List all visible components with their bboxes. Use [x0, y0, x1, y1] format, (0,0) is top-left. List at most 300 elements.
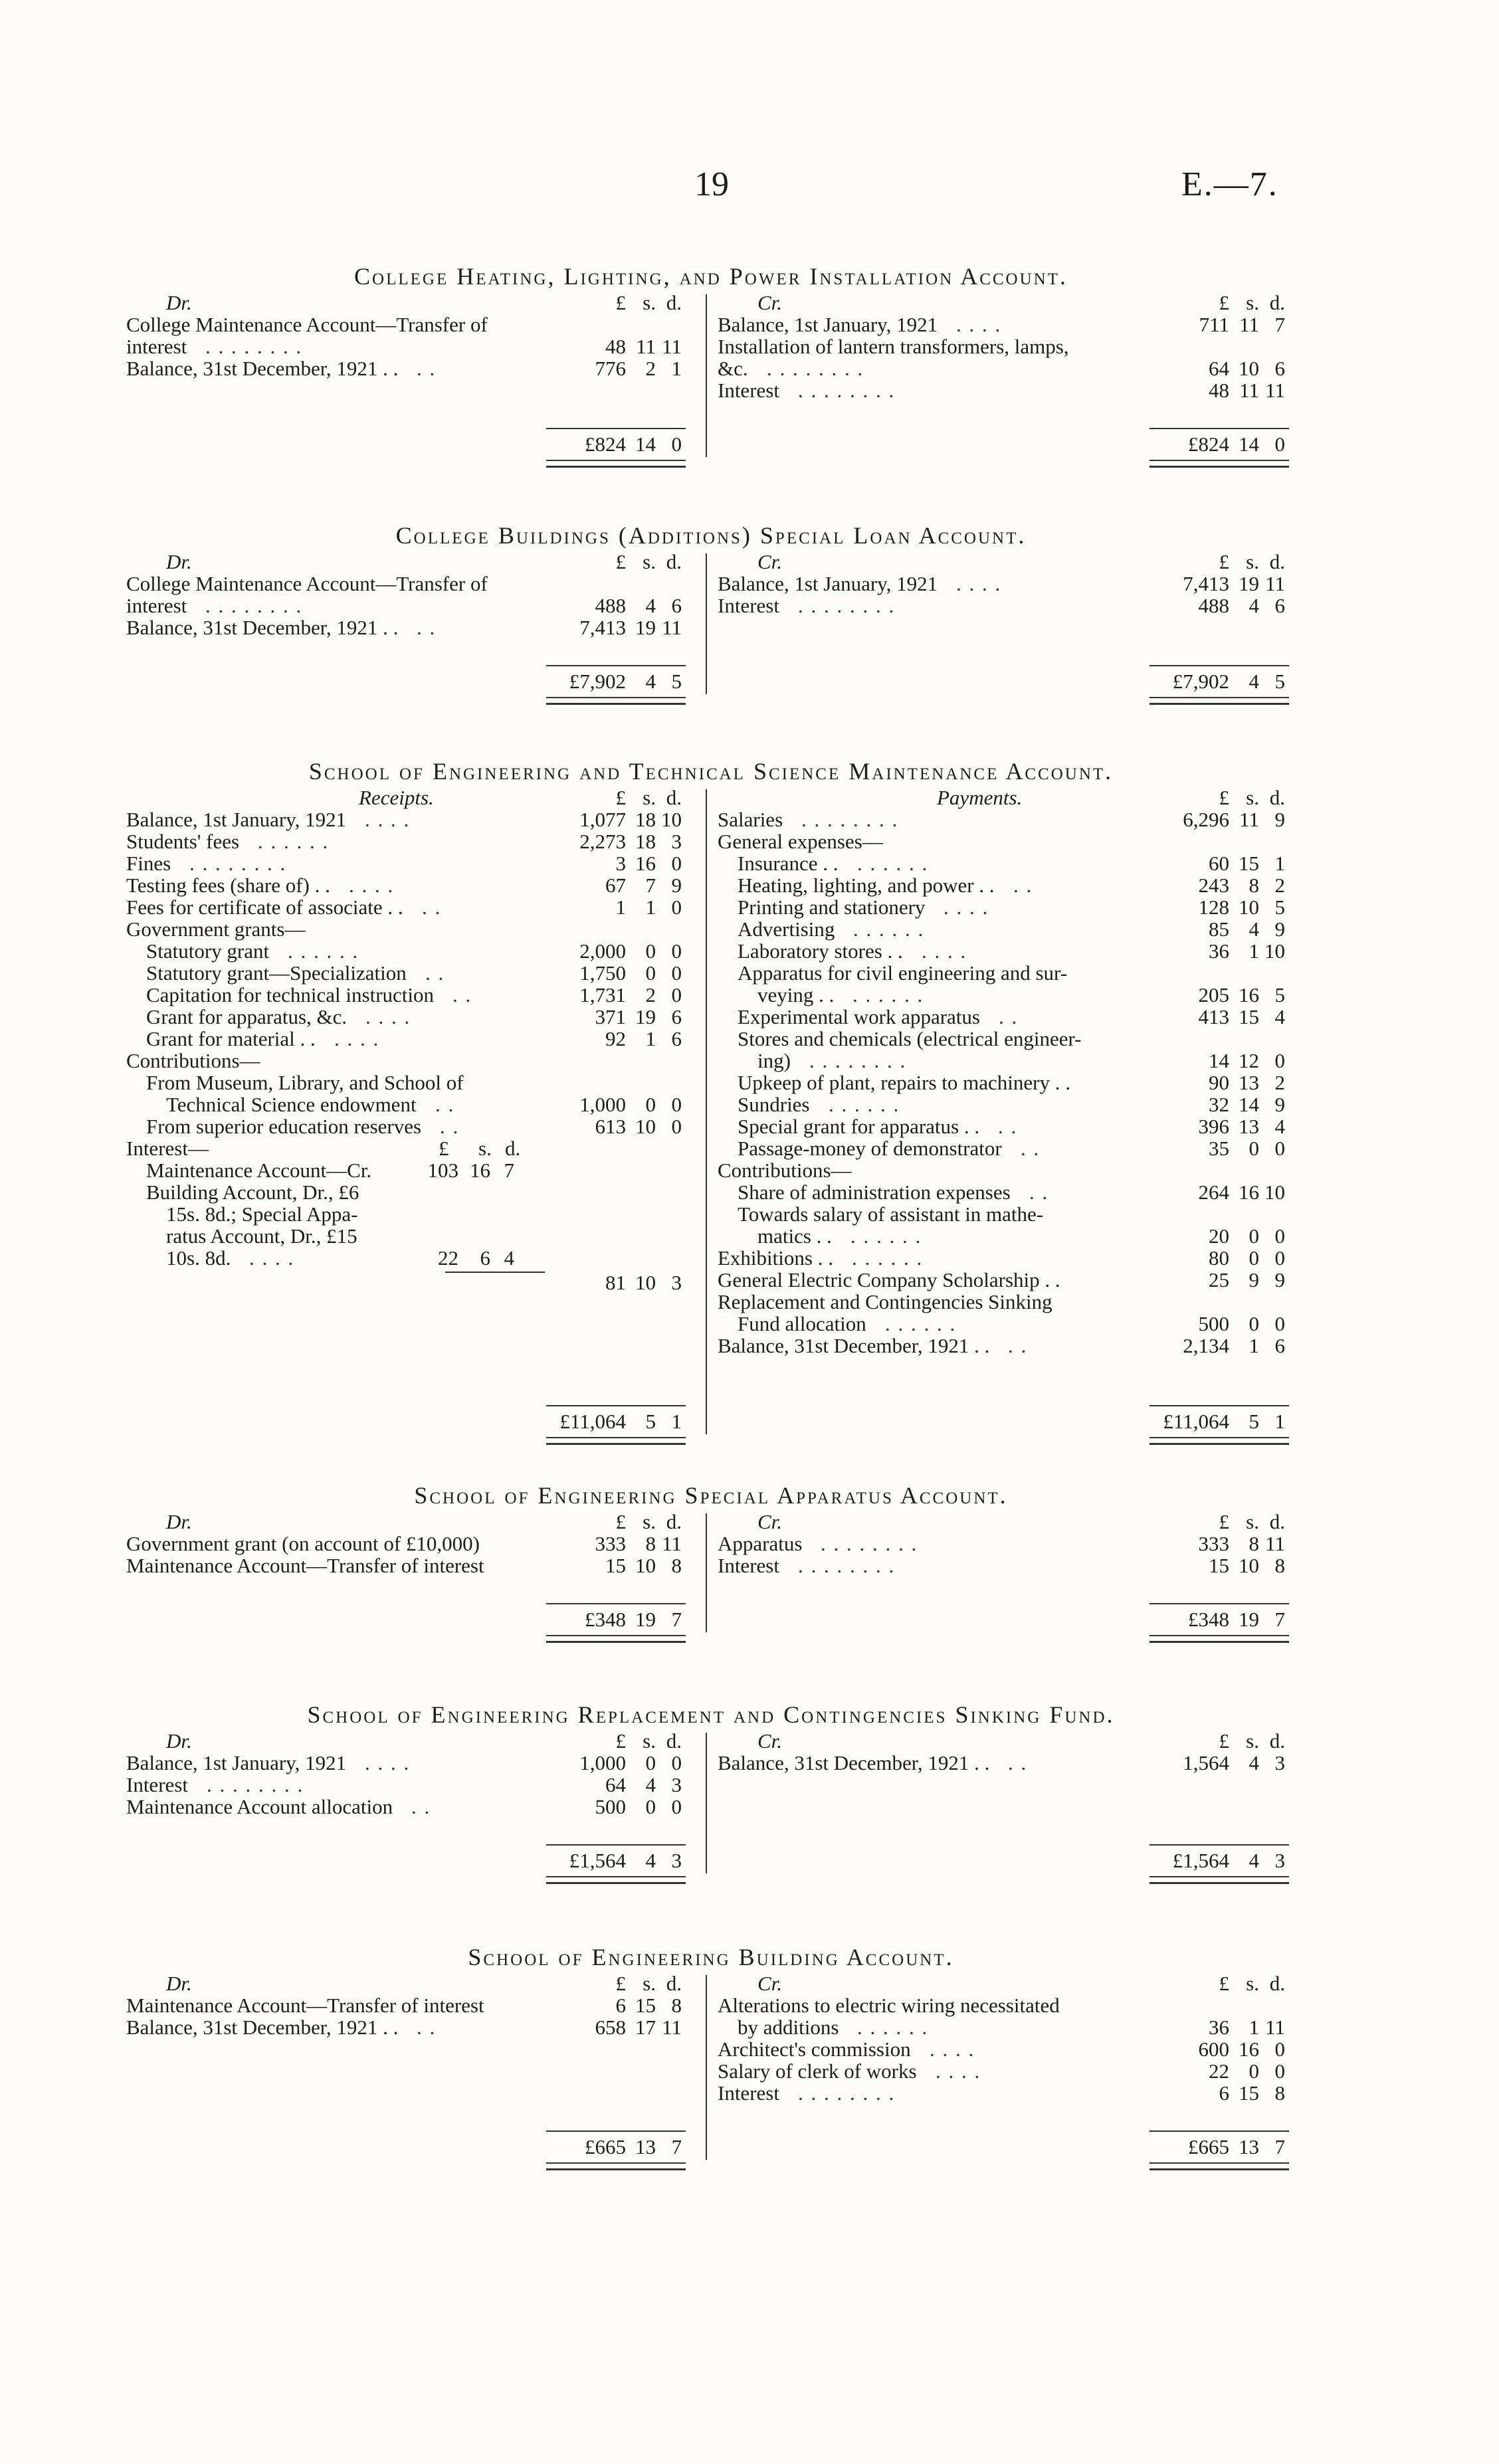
- pence: 0: [1274, 1049, 1285, 1072]
- total-pounds: £7,902: [569, 670, 626, 693]
- row-label: Printing and stationery: [738, 896, 926, 919]
- pence-sign: d.: [666, 291, 682, 314]
- row-label: Statutory grant: [146, 939, 270, 963]
- pence: 8: [671, 1554, 682, 1577]
- pence-sign: d.: [505, 1137, 521, 1160]
- double-rule: [1149, 1437, 1289, 1445]
- ledger-row: [126, 918, 694, 940]
- total-pounds: £348: [585, 1608, 626, 1631]
- pence: 8: [671, 1994, 682, 2017]
- leader-dots: . . . .: [365, 808, 411, 830]
- pounds: 2,000: [579, 939, 626, 963]
- shillings: 13: [1239, 1071, 1259, 1094]
- pence: 9: [1274, 808, 1285, 831]
- ledger-row: [718, 2038, 1296, 2060]
- row-label: Stores and chemicals (electrical engineer-: [738, 1027, 1082, 1050]
- shillings: 9: [1249, 1268, 1259, 1291]
- pounds: 776: [595, 357, 626, 380]
- pence: 10: [1264, 939, 1285, 963]
- ledger-row: [126, 2016, 694, 2038]
- shillings: 0: [1249, 2059, 1259, 2083]
- pounds: 15: [605, 1554, 626, 1577]
- leader-dots: . . . .: [936, 2060, 981, 2082]
- pence: 5: [1274, 896, 1285, 919]
- account-columns: [126, 1730, 1296, 1871]
- shillings: 17: [635, 2016, 656, 2039]
- shillings: 10: [1239, 1554, 1259, 1577]
- shillings: 15: [1239, 1005, 1259, 1028]
- column-header: [718, 551, 1296, 573]
- pence: 11: [1265, 2016, 1285, 2039]
- shillings: 0: [1249, 1137, 1259, 1160]
- pence-sign: d.: [1269, 1729, 1285, 1753]
- debit-total: [126, 1608, 694, 1638]
- ledger-row: [126, 1533, 694, 1555]
- shillings: 16: [1239, 1181, 1259, 1204]
- debit-total: [126, 433, 694, 462]
- pounds: 7,413: [579, 616, 626, 639]
- total-pence: 7: [671, 1608, 682, 1631]
- account-columns: [126, 551, 1296, 692]
- row-label: Students' fees: [126, 830, 240, 853]
- total-pounds: £665: [1188, 2135, 1229, 2158]
- pounds: 103: [427, 1159, 458, 1182]
- pence-sign: d.: [666, 786, 682, 809]
- row-label: General Electric Company Scholarship . .: [718, 1268, 1060, 1291]
- row-label: Advertising: [738, 917, 835, 941]
- ledger-row: [126, 1752, 694, 1774]
- pounds: 6,296: [1183, 808, 1229, 831]
- column-header: [718, 787, 1296, 808]
- leader-dots: . . . . . . . .: [189, 852, 287, 874]
- pence: 0: [1274, 2038, 1285, 2061]
- leader-dots: . . . . . . . .: [207, 1774, 304, 1796]
- total-pence: 5: [1274, 670, 1285, 693]
- shillings: 4: [645, 594, 656, 617]
- pence: 1: [1274, 852, 1285, 875]
- row-label: Alterations to electric wiring necessitated: [718, 1994, 1060, 2017]
- pounds: 80: [1209, 1246, 1229, 1270]
- pounds: 3: [615, 852, 626, 875]
- shillings: 15: [635, 1994, 656, 2017]
- pounds: 32: [1209, 1093, 1229, 1116]
- pounds: 413: [1198, 1005, 1229, 1028]
- pence-sign: d.: [666, 1510, 682, 1533]
- row-label: Fund allocation: [738, 1312, 866, 1335]
- total-shillings: 4: [1249, 670, 1259, 693]
- total-rule: [1149, 1603, 1289, 1604]
- pounds: 35: [1209, 1137, 1229, 1160]
- page-number: 19: [694, 165, 729, 203]
- column-divider: [706, 1733, 707, 1873]
- shillings: 16: [1239, 983, 1259, 1006]
- pound-sign: £: [1219, 786, 1229, 809]
- total-shillings: 5: [1249, 1410, 1259, 1433]
- leader-dots: . .: [452, 984, 472, 1006]
- account-engineering-building: [126, 1946, 1296, 2157]
- pence-sign: d.: [666, 1729, 682, 1753]
- double-rule: [546, 2162, 686, 2170]
- pence-sign: d.: [666, 550, 682, 573]
- pence: 3: [671, 1271, 682, 1294]
- leader-dots: . . . . . .: [850, 1225, 922, 1247]
- shilling-sign: s.: [643, 1972, 656, 1995]
- ledger-row: [126, 984, 694, 1006]
- pounds: 488: [595, 594, 626, 617]
- credit-label: Cr.: [757, 1972, 783, 1995]
- double-rule: [546, 1876, 686, 1884]
- pounds: 371: [595, 1005, 626, 1028]
- shillings: 16: [470, 1159, 490, 1182]
- total-shillings: 4: [645, 670, 656, 693]
- total-shillings: 14: [1239, 432, 1259, 456]
- leader-dots: . .: [1021, 1137, 1041, 1159]
- ledger-row: [718, 1247, 1296, 1269]
- shillings: 7: [645, 874, 656, 897]
- row-label: Share of administration expenses: [738, 1181, 1011, 1204]
- shillings: 0: [645, 961, 656, 985]
- leader-dots: . .: [998, 1115, 1018, 1137]
- pence: 10: [1264, 1181, 1285, 1204]
- ledger-row: [126, 1115, 694, 1137]
- leader-dots: . . . . . . . .: [821, 1533, 918, 1555]
- leader-dots: . . . . . .: [857, 852, 929, 874]
- pounds: 22: [438, 1246, 458, 1270]
- interest-row: [126, 1247, 694, 1269]
- total-pounds: £11,064: [1163, 1410, 1229, 1433]
- ledger-row: [126, 357, 694, 379]
- account-title: School of Engineering and Technical Science Maintenance Account.: [308, 758, 1114, 785]
- interest-header: [126, 1137, 694, 1159]
- pence: 6: [1274, 1334, 1285, 1357]
- debit-total: [126, 1410, 694, 1440]
- ledger-row: [718, 1313, 1296, 1335]
- row-label: Balance, 1st January, 1921: [126, 808, 347, 831]
- page-reference: E.—7.: [1181, 165, 1278, 203]
- total-rule: [546, 1603, 686, 1604]
- row-label: veying . .: [757, 983, 835, 1006]
- pence: 11: [1265, 572, 1285, 595]
- shilling-sign: s.: [1246, 1972, 1259, 1995]
- pounds: 36: [1209, 2016, 1229, 2039]
- row-label: Interest: [718, 2081, 779, 2105]
- total-pence: 0: [671, 432, 682, 456]
- pence: 1: [671, 357, 682, 380]
- double-rule: [1149, 2162, 1289, 2170]
- shillings: 1: [1249, 1334, 1259, 1357]
- column-header: [126, 292, 694, 314]
- pound-sign: £: [1219, 550, 1229, 573]
- column-divider: [706, 294, 707, 457]
- leader-dots: . . . . . . . .: [798, 1555, 896, 1576]
- row-label: Building Account, Dr., £6: [146, 1181, 359, 1204]
- account-heating-lighting-power: [126, 263, 1296, 456]
- pound-sign: £: [615, 1729, 626, 1753]
- pence-sign: d.: [1269, 786, 1285, 809]
- leader-dots: . .: [417, 616, 437, 638]
- pounds: 128: [1198, 896, 1229, 919]
- shilling-sign: s.: [643, 786, 656, 809]
- debit-label: Dr.: [166, 1972, 192, 1995]
- pounds: 1,564: [1183, 1751, 1229, 1774]
- leader-dots: . .: [999, 1006, 1019, 1028]
- row-label: Interest: [718, 379, 779, 402]
- shilling-sign: s.: [1246, 291, 1259, 314]
- credit-column: [718, 550, 1296, 693]
- total-pounds: £1,564: [569, 1849, 626, 1872]
- shilling-sign: s.: [1246, 550, 1259, 573]
- shillings: 19: [635, 1005, 656, 1028]
- leader-dots: . . . .: [944, 896, 989, 918]
- leader-dots: . . . . . .: [852, 984, 924, 1006]
- ledger-row: [126, 852, 694, 874]
- shillings: 11: [1239, 313, 1259, 336]
- pounds: 36: [1209, 939, 1229, 963]
- shillings: 14: [1239, 1093, 1259, 1116]
- pounds: 264: [1198, 1181, 1229, 1204]
- row-label: Capitation for technical instruction: [146, 983, 435, 1006]
- credit-total: [718, 1849, 1296, 1879]
- pounds: 600: [1198, 2038, 1229, 2061]
- shillings: 16: [635, 852, 656, 875]
- shillings: 1: [1249, 2016, 1259, 2039]
- pence: 11: [662, 2016, 682, 2039]
- total-rule: [546, 2131, 686, 2132]
- leader-dots: . . . .: [365, 1752, 411, 1774]
- pounds: 1,077: [579, 808, 626, 831]
- row-label: General expenses—: [718, 830, 883, 853]
- pence: 10: [661, 808, 682, 831]
- pence: 0: [671, 939, 682, 963]
- shillings: 10: [635, 1554, 656, 1577]
- pound-sign: £: [615, 550, 626, 573]
- shillings: 0: [1249, 1224, 1259, 1248]
- pence-sign: d.: [1269, 1972, 1285, 1995]
- double-rule: [1149, 697, 1289, 705]
- shilling-sign: s.: [643, 1510, 656, 1533]
- pence: 0: [1274, 1312, 1285, 1335]
- ledger-row: [718, 1072, 1296, 1093]
- row-label: interest: [126, 335, 187, 358]
- shillings: 8: [645, 1532, 656, 1555]
- double-rule: [546, 1437, 686, 1445]
- pound-sign: £: [439, 1137, 449, 1160]
- pounds: 20: [1209, 1224, 1229, 1248]
- pence: 4: [1274, 1115, 1285, 1138]
- debit-column: [126, 786, 694, 1433]
- total-pounds: £11,064: [559, 1410, 626, 1433]
- shillings: 10: [635, 1115, 656, 1138]
- pounds: 48: [605, 335, 626, 358]
- debit-label: Dr.: [166, 1510, 192, 1533]
- pounds: 1,750: [579, 961, 626, 985]
- leader-dots: . . . . . . . .: [798, 379, 896, 401]
- pence: 6: [671, 1027, 682, 1050]
- pence: 4: [1274, 1005, 1285, 1028]
- leader-dots: . .: [1008, 1752, 1028, 1774]
- pence: 0: [1274, 1224, 1285, 1248]
- shillings: 4: [1249, 594, 1259, 617]
- row-label: Balance, 31st December, 1921 . .: [126, 616, 399, 639]
- pence: 5: [1274, 983, 1285, 1006]
- shillings: 8: [1249, 874, 1259, 897]
- ledger-row: [718, 1269, 1296, 1291]
- debit-label: Receipts.: [359, 786, 434, 809]
- pence: 11: [662, 616, 682, 639]
- column-header: [126, 787, 694, 808]
- column-header: [126, 1730, 694, 1752]
- row-label: Upkeep of plant, repairs to machinery . .: [738, 1071, 1070, 1094]
- row-label: Passage-money of demonstrator: [738, 1137, 1002, 1160]
- pence: 0: [671, 1093, 682, 1116]
- leader-dots: . .: [422, 896, 442, 918]
- total-shillings: 13: [635, 2135, 656, 2158]
- row-label: College Maintenance Account—Transfer of: [126, 313, 488, 336]
- pounds: 333: [595, 1532, 626, 1555]
- row-label: Grant for material . .: [146, 1027, 316, 1050]
- ledger-row: [126, 1072, 694, 1093]
- credit-label: Payments.: [937, 786, 1023, 809]
- leader-dots: . .: [1029, 1181, 1049, 1203]
- leader-dots: . . . . . . . .: [798, 595, 896, 616]
- ledger-row: [718, 1291, 1296, 1313]
- row-label: Interest—: [126, 1137, 209, 1160]
- leader-dots: . . . .: [365, 1006, 411, 1028]
- ledger-row: [718, 2082, 1296, 2104]
- pounds: 1,000: [579, 1093, 626, 1116]
- debit-total: [126, 670, 694, 700]
- column-header: [126, 1511, 694, 1533]
- shilling-sign: s.: [643, 1729, 656, 1753]
- ledger-row: [718, 357, 1296, 379]
- pound-sign: £: [1219, 1729, 1229, 1753]
- ledger-row: [126, 830, 694, 852]
- row-label: Apparatus: [718, 1532, 803, 1555]
- credit-column: [718, 291, 1296, 456]
- credit-total: [718, 1608, 1296, 1638]
- total-pence: 7: [1274, 2135, 1285, 2158]
- pounds: 92: [605, 1027, 626, 1050]
- pence-sign: d.: [1269, 550, 1285, 573]
- pence: 9: [1274, 1093, 1285, 1116]
- debit-column: [126, 550, 694, 693]
- pounds: 1,000: [579, 1751, 626, 1774]
- leader-dots: . .: [425, 962, 445, 984]
- double-rule: [1149, 1635, 1289, 1643]
- row-label: by additions: [738, 2016, 839, 2039]
- ledger-row: [126, 616, 694, 638]
- leader-dots: . . . .: [249, 1246, 295, 1270]
- ledger-row: [718, 2060, 1296, 2082]
- leader-dots: . . . . . . . .: [809, 1050, 907, 1072]
- pence: 4: [504, 1246, 514, 1270]
- row-label: Replacement and Contingencies Sinking: [718, 1290, 1052, 1313]
- credit-label: Cr.: [757, 550, 783, 573]
- shillings: 10: [1239, 357, 1259, 380]
- ledger-row: [126, 1555, 694, 1576]
- pence: 0: [671, 1115, 682, 1138]
- pence: 11: [662, 1532, 682, 1555]
- row-label: Technical Science endowment: [166, 1093, 417, 1116]
- ledger-row: [718, 1335, 1296, 1357]
- row-label: Statutory grant—Specialization: [146, 961, 407, 985]
- ledger-row: [126, 962, 694, 984]
- ledger-row: [126, 1796, 694, 1818]
- ledger-row: [718, 1137, 1296, 1159]
- pound-sign: £: [615, 291, 626, 314]
- total-pence: 5: [671, 670, 682, 693]
- account-college-buildings-loan: [126, 522, 1296, 693]
- column-header: [126, 1972, 694, 1994]
- leader-dots: . . . . . . . .: [798, 2082, 896, 2104]
- row-label: Balance, 1st January, 1921: [718, 572, 938, 595]
- leader-dots: . .: [417, 357, 437, 379]
- shillings: 12: [1239, 1049, 1259, 1072]
- column-divider: [706, 1975, 707, 2160]
- pence: 7: [1274, 313, 1285, 336]
- total-shillings: 19: [1239, 1608, 1259, 1631]
- pound-sign: £: [1219, 291, 1229, 314]
- pence: 0: [671, 852, 682, 875]
- pence: 11: [1265, 379, 1285, 402]
- ledger-row: [718, 962, 1296, 984]
- ledger-row: [718, 1533, 1296, 1555]
- total-rule: [1149, 1405, 1289, 1406]
- ledger-row: [126, 1006, 694, 1028]
- row-label: Balance, 1st January, 1921: [126, 1751, 347, 1774]
- ledger-row: [718, 1115, 1296, 1137]
- ledger-row: [126, 874, 694, 896]
- total-rule: [1149, 2131, 1289, 2132]
- ledger-row: [126, 896, 694, 918]
- pounds: 15: [1209, 1554, 1229, 1577]
- row-label: Maintenance Account—Cr.: [146, 1159, 372, 1182]
- row-label: &c.: [718, 357, 748, 380]
- ledger-row: [126, 314, 694, 335]
- double-rule: [546, 460, 686, 468]
- row-label: Heating, lighting, and power . .: [738, 874, 995, 897]
- shillings: 0: [645, 939, 656, 963]
- total-rule: [546, 1405, 686, 1406]
- ledger-row: [718, 896, 1296, 918]
- debit-column: [126, 291, 694, 456]
- credit-label: Cr.: [757, 291, 783, 314]
- row-label: From Museum, Library, and School of: [146, 1071, 464, 1094]
- pence: 0: [1274, 1137, 1285, 1160]
- ledger-row: [718, 1093, 1296, 1115]
- pound-sign: £: [1219, 1510, 1229, 1533]
- shillings: 4: [1249, 1751, 1259, 1774]
- pound-sign: £: [615, 786, 626, 809]
- pound-sign: £: [615, 1510, 626, 1533]
- pence: 0: [671, 1751, 682, 1774]
- row-label: Apparatus for civil engineering and sur-: [738, 961, 1068, 985]
- pence: 6: [671, 1005, 682, 1028]
- row-label: Architect's commission: [718, 2038, 911, 2061]
- shillings: 1: [645, 896, 656, 919]
- leader-dots: . . . . . .: [258, 830, 330, 852]
- ledger-row: [718, 595, 1296, 616]
- ledger-row: [126, 1093, 694, 1115]
- ledger-row: [126, 808, 694, 830]
- credit-column: [718, 1510, 1296, 1631]
- ledger-row: [126, 1994, 694, 2016]
- pounds: 2,273: [579, 830, 626, 853]
- shillings: 1: [1249, 939, 1259, 963]
- column-header: [718, 1730, 1296, 1752]
- row-label: Interest: [718, 594, 779, 617]
- shillings: 15: [1239, 852, 1259, 875]
